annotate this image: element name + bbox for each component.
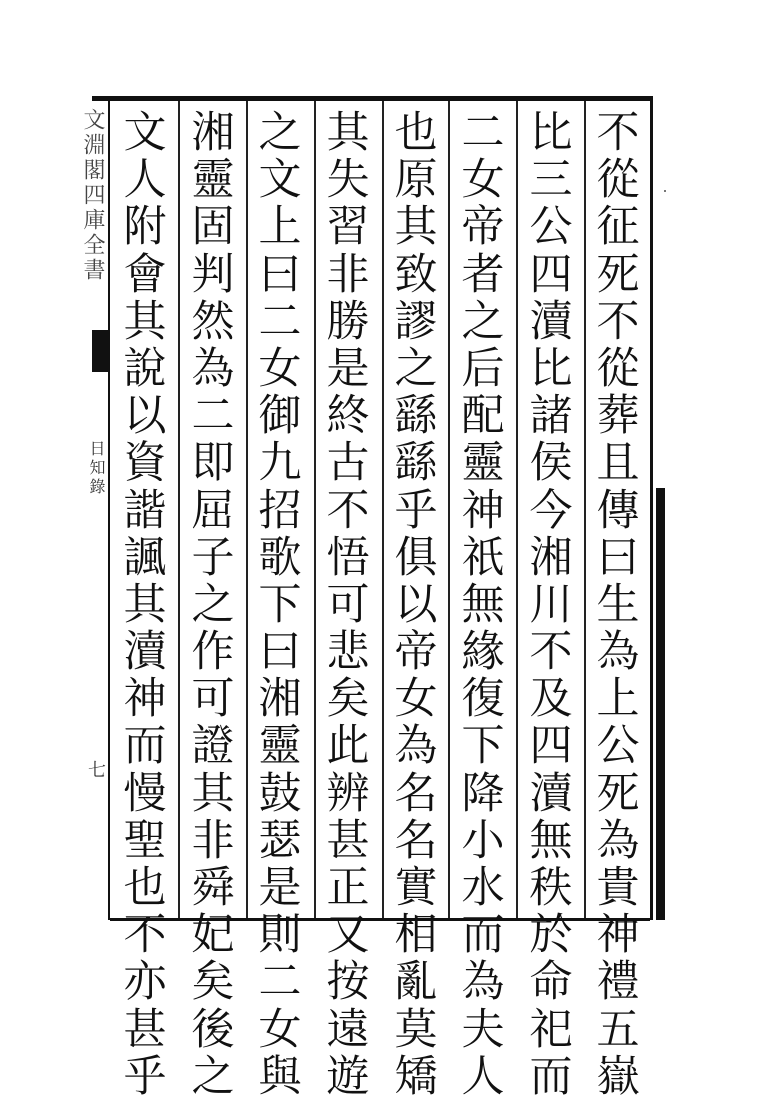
scan-speck [664,190,666,192]
glyph: 遊 [326,1051,370,1102]
glyph: 上 [596,674,640,725]
glyph: 屈 [191,485,235,536]
glyph: 靈 [191,155,235,206]
text-column-5 [315,110,381,1101]
glyph: 與 [258,1051,302,1102]
glyph: 後 [191,1004,235,1055]
glyph: 即 [191,438,235,489]
glyph: 靈 [461,438,505,489]
glyph: 聖 [123,815,167,866]
glyph: 二 [258,957,302,1008]
glyph: 女 [394,674,438,725]
glyph: 傳 [596,485,640,536]
glyph: 以 [394,579,438,630]
glyph: 湘 [529,532,573,583]
frame-left-border [108,96,110,920]
glyph: 以 [123,391,167,442]
glyph: 其 [326,108,370,158]
glyph: 鼓 [258,768,302,819]
glyph: 瑟 [258,815,302,866]
glyph: 神 [596,910,640,961]
glyph: 死 [596,768,640,819]
glyph: 瀆 [123,627,167,678]
glyph: 矣 [326,674,370,725]
glyph: 而 [461,910,505,961]
glyph: 靈 [258,721,302,772]
glyph: 亦 [123,957,167,1008]
glyph: 二 [461,108,505,158]
glyph: 則 [258,910,302,961]
glyph: 湘 [258,674,302,725]
glyph: 無 [529,815,573,866]
glyph: 也 [123,863,167,913]
glyph: 小 [461,815,505,866]
glyph: 招 [258,485,302,536]
text-column-1 [585,110,651,1101]
glyph: 比 [529,343,573,394]
glyph: 者 [461,249,505,300]
glyph: 可 [326,579,370,630]
glyph: 作 [191,627,235,678]
glyph: 從 [596,155,640,206]
glyph: 是 [258,863,302,913]
glyph: 勝 [326,296,370,347]
glyph: 二 [258,296,302,347]
glyph: 古 [326,438,370,489]
glyph: 侯 [529,438,573,489]
glyph: 為 [596,627,640,678]
glyph: 不 [326,485,370,536]
margin-folio-number: 七 [85,760,106,781]
glyph: 女 [461,155,505,206]
glyph: 固 [191,202,235,253]
glyph: 相 [394,910,438,961]
glyph: 乎 [394,485,438,536]
glyph: 禮 [596,957,640,1008]
glyph: 及 [529,674,573,725]
glyph: 帝 [461,202,505,253]
glyph: 人 [461,1051,505,1102]
glyph: 致 [394,249,438,300]
glyph: 死 [596,249,640,300]
glyph: 神 [461,485,505,536]
glyph: 正 [326,863,370,913]
glyph: 緣 [461,627,505,678]
glyph: 然 [191,296,235,347]
glyph: 實 [394,863,438,913]
glyph: 之 [191,579,235,630]
glyph: 諷 [123,532,167,583]
glyph: 亂 [394,957,438,1008]
glyph: 后 [461,343,505,394]
glyph: 命 [529,957,573,1008]
glyph: 之 [191,1051,235,1102]
glyph: 非 [191,815,235,866]
glyph: 證 [191,721,235,772]
glyph: 曰 [258,627,302,678]
text-column-3 [450,110,516,1101]
glyph: 秩 [529,863,573,913]
text-column-6 [247,110,313,1101]
glyph: 諧 [123,485,167,536]
glyph: 瀆 [529,768,573,819]
glyph: 矯 [394,1051,438,1102]
glyph: 生 [596,579,640,630]
glyph: 女 [258,343,302,394]
glyph: 繇 [394,438,438,489]
glyph: 其 [191,768,235,819]
glyph: 舜 [191,863,235,913]
text-column-2 [518,110,584,1101]
text-column-4 [383,110,449,1101]
glyph: 之 [394,343,438,394]
glyph: 此 [326,721,370,772]
margin-collection-title: 文淵閣四庫全書 [80,108,105,283]
glyph: 曰 [258,249,302,300]
glyph: 湘 [191,108,235,158]
glyph: 謬 [394,296,438,347]
glyph: 夫 [461,1004,505,1055]
glyph: 繇 [394,391,438,442]
frame-top-border [92,96,652,101]
text-column-8 [112,110,178,1101]
glyph: 為 [394,721,438,772]
glyph: 瀆 [529,296,573,347]
glyph: 四 [529,721,573,772]
glyph: 不 [123,910,167,961]
glyph: 失 [326,155,370,206]
glyph: 也 [394,108,438,158]
glyph: 甚 [326,815,370,866]
glyph: 於 [529,910,573,961]
glyph: 曰 [596,532,640,583]
glyph: 比 [529,108,573,158]
glyph: 水 [461,863,505,913]
glyph: 女 [258,1004,302,1055]
glyph: 從 [596,343,640,394]
glyph: 無 [461,579,505,630]
glyph: 而 [123,721,167,772]
glyph: 文 [123,108,167,158]
glyph: 莫 [394,1004,438,1055]
scan-edge-bar [656,488,665,920]
glyph: 俱 [394,532,438,583]
glyph: 御 [258,391,302,442]
glyph: 可 [191,674,235,725]
glyph: 九 [258,438,302,489]
glyph: 悟 [326,532,370,583]
glyph: 配 [461,391,505,442]
glyph: 妃 [191,910,235,961]
glyph: 其 [123,579,167,630]
glyph: 按 [326,957,370,1008]
glyph: 復 [461,674,505,725]
glyph: 不 [596,108,640,158]
glyph: 降 [461,768,505,819]
glyph: 名 [394,768,438,819]
glyph: 判 [191,249,235,300]
glyph: 貴 [596,863,640,913]
glyph: 慢 [123,768,167,819]
glyph: 遠 [326,1004,370,1055]
glyph: 征 [596,202,640,253]
glyph: 之 [258,108,302,158]
glyph: 下 [258,579,302,630]
glyph: 終 [326,391,370,442]
glyph: 祀 [529,1004,573,1055]
glyph: 甚 [123,1004,167,1055]
glyph: 悲 [326,627,370,678]
glyph: 之 [461,296,505,347]
glyph: 是 [326,343,370,394]
glyph: 名 [394,815,438,866]
glyph: 又 [326,910,370,961]
glyph: 四 [529,249,573,300]
glyph: 下 [461,721,505,772]
glyph: 帝 [394,627,438,678]
glyph: 葬 [596,391,640,442]
glyph: 公 [596,721,640,772]
glyph: 而 [529,1051,573,1102]
glyph: 會 [123,249,167,300]
glyph: 其 [394,202,438,253]
glyph: 文 [258,155,302,206]
glyph: 嶽 [596,1051,640,1102]
glyph: 附 [123,202,167,253]
glyph: 原 [394,155,438,206]
glyph: 子 [191,532,235,583]
glyph: 非 [326,249,370,300]
glyph: 乎 [123,1051,167,1102]
glyph: 習 [326,202,370,253]
glyph: 諸 [529,391,573,442]
glyph: 不 [529,627,573,678]
glyph: 三 [529,155,573,206]
glyph: 二 [191,391,235,442]
glyph: 資 [123,438,167,489]
glyph: 為 [596,815,640,866]
glyph: 神 [123,674,167,725]
glyph: 為 [191,343,235,394]
glyph: 其 [123,296,167,347]
glyph: 公 [529,202,573,253]
glyph: 上 [258,202,302,253]
glyph: 今 [529,485,573,536]
glyph: 且 [596,438,640,489]
glyph: 不 [596,296,640,347]
margin-book-title: 日知錄 [87,440,106,497]
glyph: 為 [461,957,505,1008]
fishtail-block-mark [92,330,110,372]
glyph: 矣 [191,957,235,1008]
glyph: 川 [529,579,573,630]
glyph: 人 [123,155,167,206]
glyph: 說 [123,343,167,394]
glyph: 五 [596,1004,640,1055]
glyph: 歌 [258,532,302,583]
glyph: 辨 [326,768,370,819]
text-column-7 [180,110,246,1101]
glyph: 祇 [461,532,505,583]
